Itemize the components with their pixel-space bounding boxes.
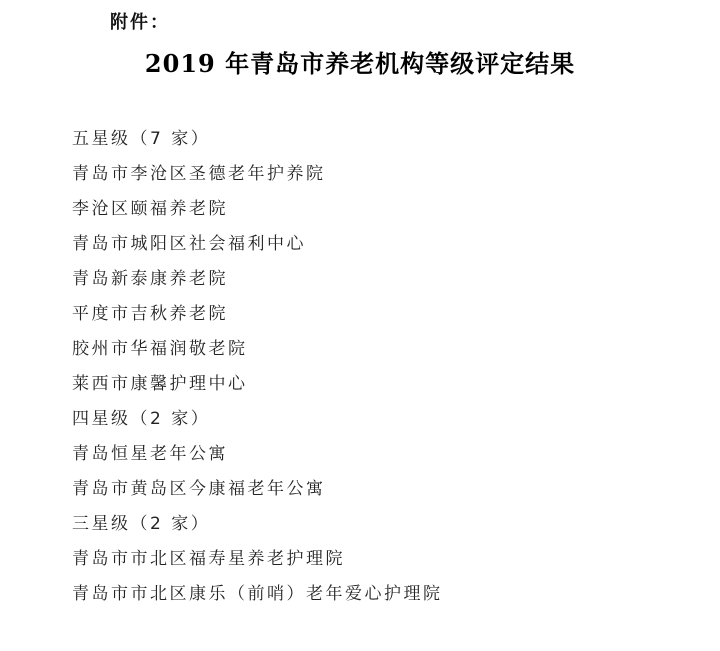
list-item: 青岛市市北区福寿星养老护理院 bbox=[72, 549, 345, 569]
group-heading-three-star: 三星级（2 家） bbox=[72, 514, 211, 534]
rating-results-list bbox=[72, 122, 692, 612]
attachment-label: 附件： bbox=[110, 12, 170, 33]
group-heading-five-star: 五星级（7 家） bbox=[72, 129, 211, 149]
list-item: 李沧区颐福养老院 bbox=[72, 199, 228, 219]
list-item: 青岛新泰康养老院 bbox=[72, 269, 228, 289]
list-item: 青岛市李沧区圣德老年护养院 bbox=[72, 164, 326, 184]
list-item: 莱西市康馨护理中心 bbox=[72, 374, 248, 394]
list-item: 胶州市华福润敬老院 bbox=[72, 339, 248, 359]
group-heading-four-star: 四星级（2 家） bbox=[72, 409, 211, 429]
list-item: 青岛恒星老年公寓 bbox=[72, 444, 228, 464]
list-item: 青岛市城阳区社会福利中心 bbox=[72, 234, 306, 254]
list-item: 青岛市市北区康乐（前哨）老年爱心护理院 bbox=[72, 584, 443, 604]
list-item: 青岛市黄岛区今康福老年公寓 bbox=[72, 479, 326, 499]
list-item: 平度市吉秋养老院 bbox=[72, 304, 228, 324]
document-title: 2019 年青岛市养老机构等级评定结果 bbox=[144, 49, 576, 78]
